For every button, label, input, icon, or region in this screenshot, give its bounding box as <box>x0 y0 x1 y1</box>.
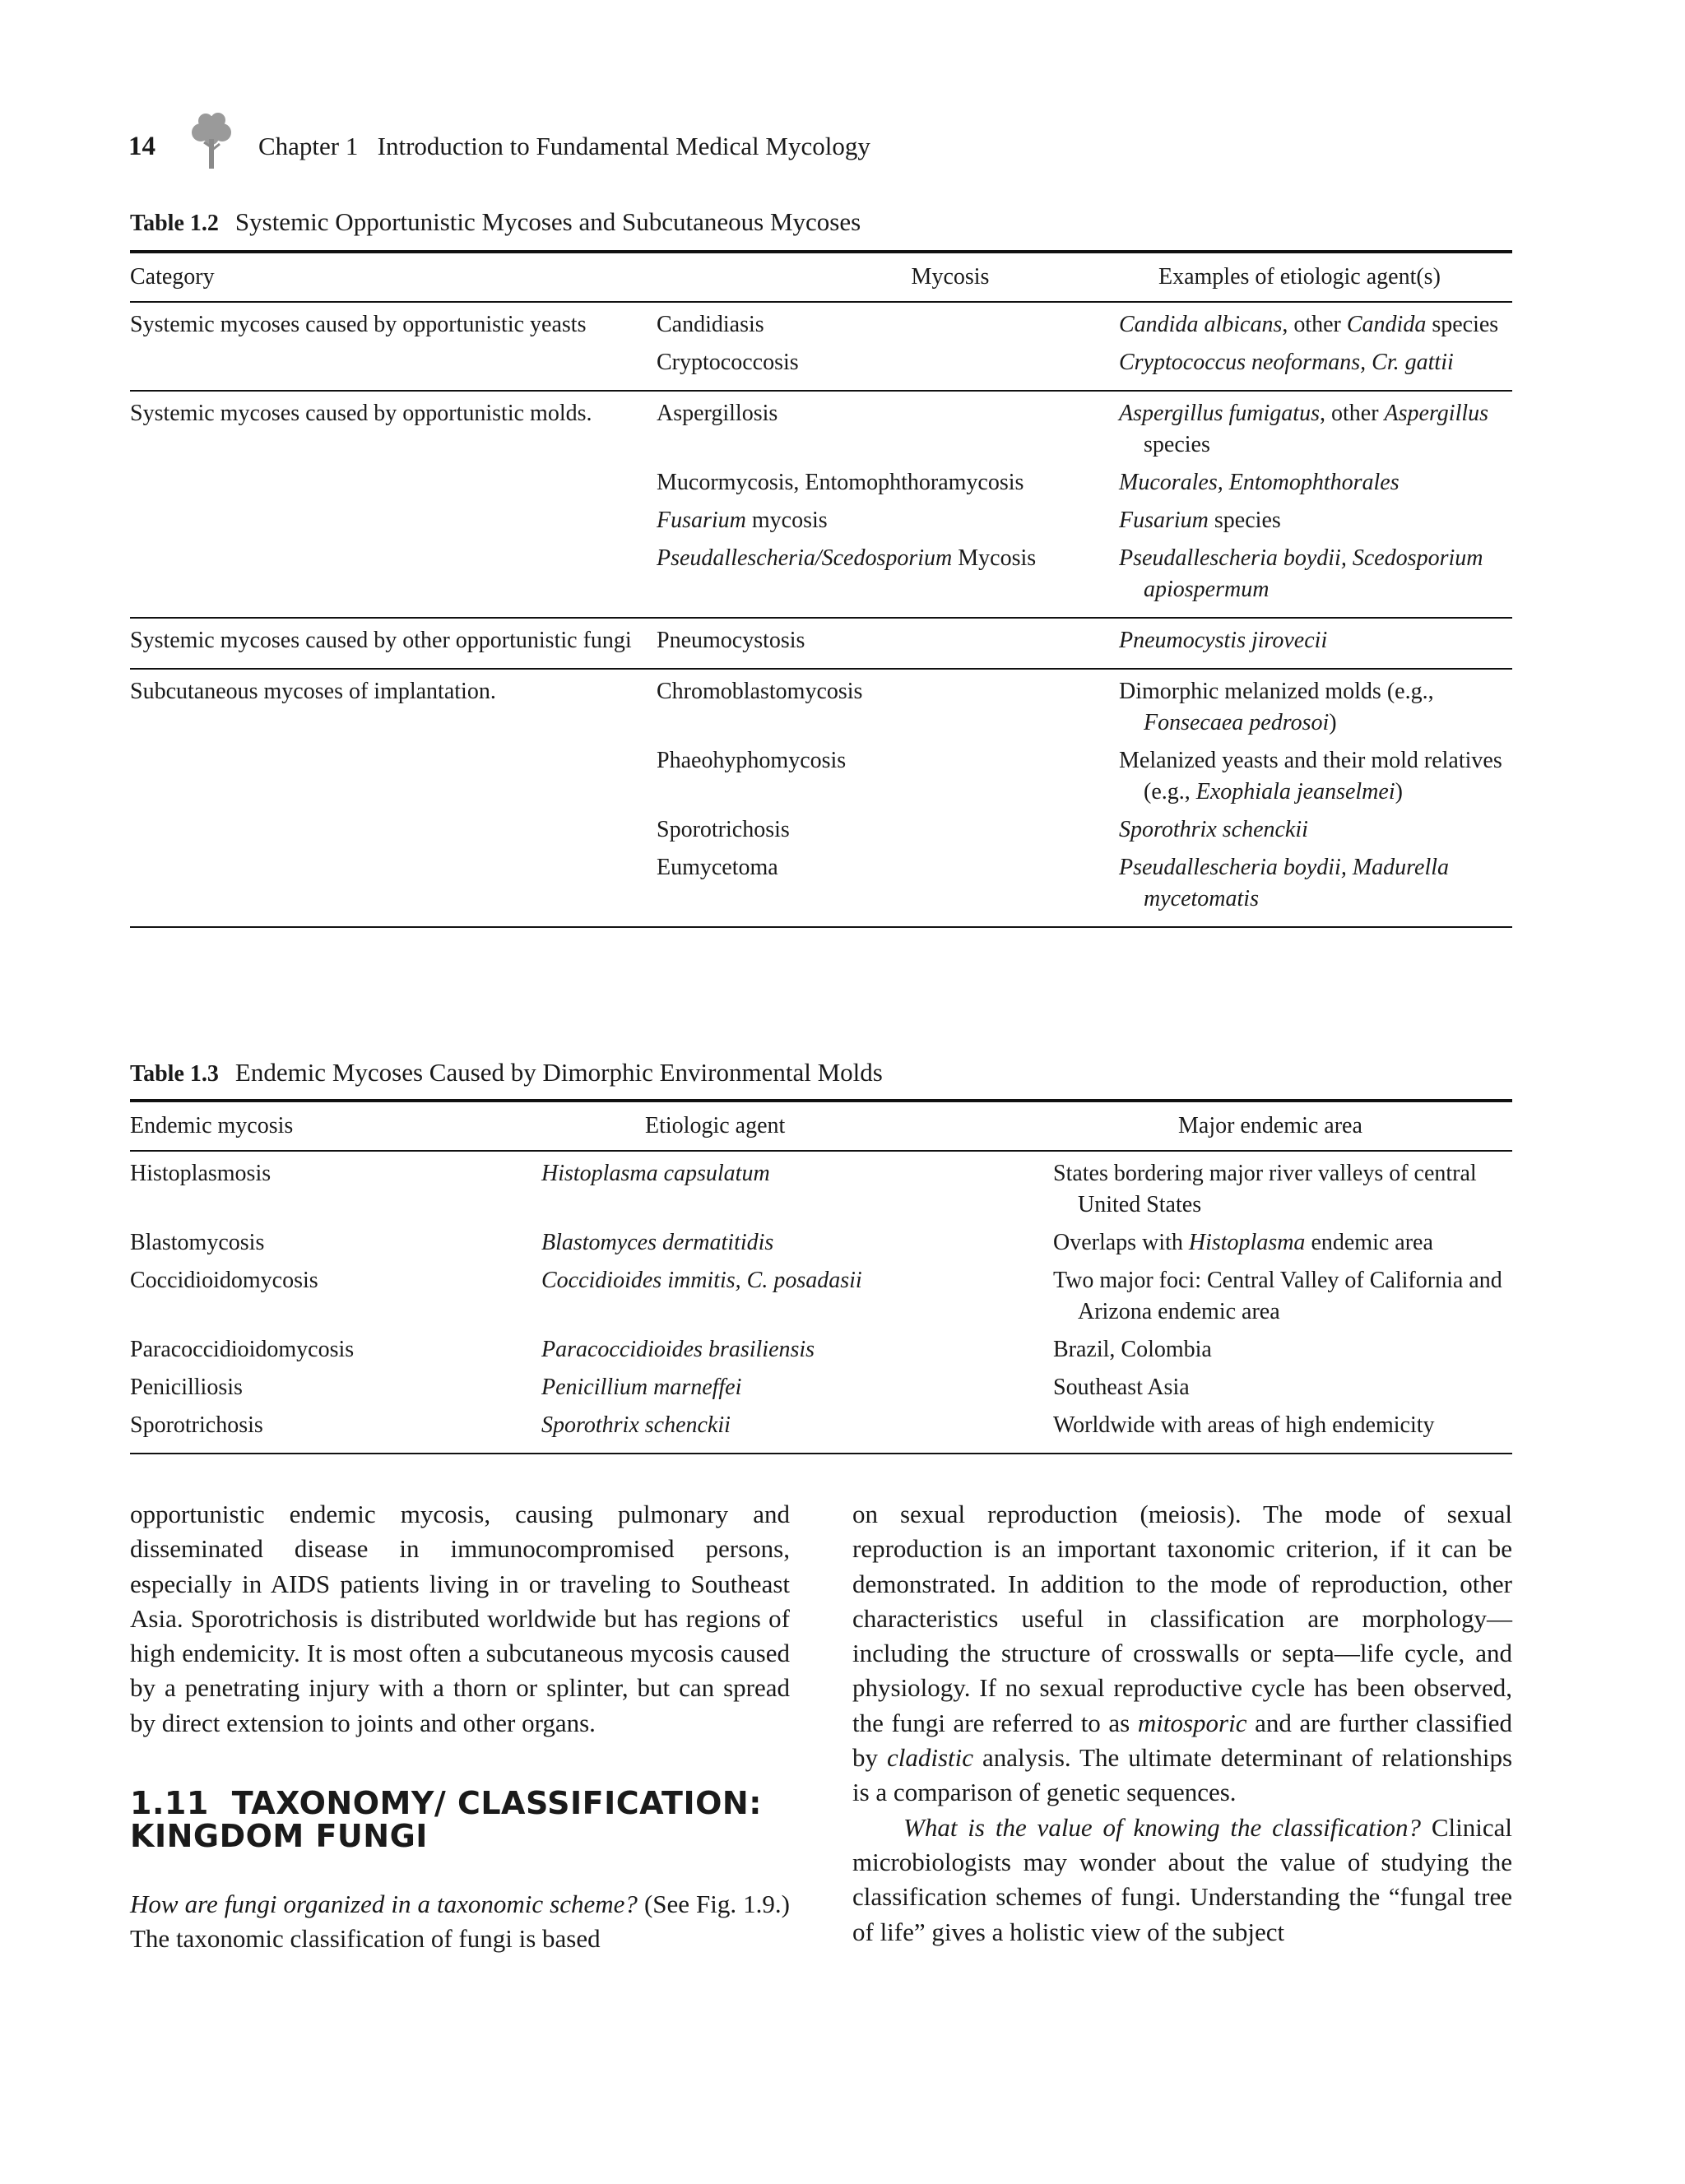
mycosis-name: Phaeohyphomycosis <box>657 748 847 773</box>
page-number: 14 <box>128 131 156 161</box>
area-cell <box>1053 1328 1512 1366</box>
table-row <box>130 846 1512 927</box>
agent-cell <box>541 1328 1053 1366</box>
table-row <box>130 739 1512 808</box>
table-label: Table 1.2 <box>130 211 219 236</box>
column-header: Mycosis <box>657 252 1119 302</box>
left-column <box>130 1497 790 1957</box>
agent-text <box>1119 505 1512 536</box>
agent-cell <box>1119 302 1512 341</box>
table-row-group <box>130 669 1512 927</box>
agent-part: Pseudallescheria boydii, Scedosporium apiospermum <box>1119 545 1483 602</box>
agent-part: Dimorphic melanized molds (e.g., <box>1119 679 1434 704</box>
table-1-2 <box>130 250 1512 928</box>
agent-cell <box>1119 846 1512 927</box>
paragraph <box>130 1887 790 1957</box>
mycosis-text <box>657 347 1119 378</box>
agent-cell <box>1119 536 1512 618</box>
category-cell <box>130 391 657 461</box>
mycosis-cell <box>130 1259 541 1328</box>
agent-part: Candida albicans <box>1119 312 1283 337</box>
area-part: Overlaps with <box>1053 1230 1189 1255</box>
category-cell <box>130 498 657 536</box>
agent-text <box>1119 347 1512 378</box>
table-title: Systemic Opportunistic Mycoses and Subcutaneous Mycoses <box>234 207 861 236</box>
mycosis-name: Cryptococcosis <box>657 350 799 375</box>
agent-name: Blastomyces dermatitidis <box>541 1230 774 1255</box>
category-text: Systemic mycoses caused by other opportunistic fungi <box>130 628 632 653</box>
mycosis-name: Aspergillosis <box>657 401 778 426</box>
category-cell <box>130 618 657 669</box>
agent-part: Candida <box>1346 312 1427 337</box>
area-cell <box>1053 1259 1512 1328</box>
table-row <box>130 391 1512 461</box>
mycosis-name: Blastomycosis <box>130 1230 265 1255</box>
agent-text <box>1119 543 1512 605</box>
tree-icon <box>183 111 240 170</box>
mycosis-text <box>657 625 1119 656</box>
mycosis-cell <box>657 669 1119 739</box>
mycosis-cell <box>657 341 1119 391</box>
agent-cell <box>541 1259 1053 1328</box>
column-header: Major endemic area <box>1053 1101 1512 1151</box>
column-header: Category <box>130 252 657 302</box>
agent-part: Cryptococcus neoformans, Cr. gattii <box>1119 350 1454 375</box>
agent-part: Aspergillus fumigatus <box>1119 401 1320 426</box>
mycosis-cell <box>657 846 1119 927</box>
table-row <box>130 1221 1512 1259</box>
question-text: What is the value of knowing the classification? <box>903 1812 1421 1842</box>
area-text <box>1053 1227 1512 1259</box>
paragraph-text: on sexual reproduction (meiosis). The mode of sexual reproduction is an important taxonomic criterion, if it can be demonstrated. In addition to the mode of reproduction, other characteristics useful in classification are morphology—including the structure of crosswalls or septa—life cycle, and physiology. If no sexual reproductive cycle has been observed, the fungi are referred to as <box>852 1500 1512 1737</box>
area-cell <box>1053 1151 1512 1221</box>
category-cell <box>130 536 657 618</box>
table-row <box>130 808 1512 846</box>
table-row-group <box>130 618 1512 669</box>
agent-part: Mucorales, Entomophthorales <box>1119 470 1400 495</box>
table-1-3-caption <box>130 1058 883 1087</box>
table-row <box>130 536 1512 618</box>
agent-part: Exophiala jeanselmei <box>1195 779 1395 805</box>
agent-part: species <box>1426 312 1499 337</box>
mycosis-name: Fusarium <box>657 508 746 533</box>
paragraph-text: and are further classified by <box>852 1708 1512 1773</box>
agent-name: Histoplasma capsulatum <box>541 1161 770 1186</box>
agent-text <box>1119 398 1512 461</box>
area-part: Worldwide with areas of high endemicity <box>1053 1412 1435 1438</box>
mycosis-name: Candidiasis <box>657 312 764 337</box>
mycosis-name: Histoplasmosis <box>130 1161 272 1186</box>
category-cell <box>130 461 657 498</box>
agent-part: Pneumocystis jirovecii <box>1119 628 1328 653</box>
mycosis-text <box>657 398 1119 429</box>
agent-text <box>1119 625 1512 656</box>
mycosis-cell <box>130 1403 541 1454</box>
table-1-3 <box>130 1099 1512 1454</box>
agent-part: ) <box>1395 779 1403 805</box>
agent-part: species <box>1144 432 1210 457</box>
agent-part: Pseudallescheria boydii, Madurella mycetomatis <box>1119 855 1449 911</box>
mycosis-cell <box>130 1221 541 1259</box>
section-title: TAXONOMY/ CLASSIFICATION: KINGDOM FUNGI <box>130 1785 762 1855</box>
agent-part: Sporothrix schenckii <box>1119 817 1308 842</box>
agent-name: Paracoccidioides brasiliensis <box>541 1337 815 1362</box>
table-row <box>130 461 1512 498</box>
paragraph-text: analysis. The ultimate determinant of relationships is a comparison of genetic sequences. <box>852 1743 1513 1807</box>
agent-text <box>1119 852 1512 915</box>
category-cell <box>130 302 657 341</box>
section-heading <box>130 1785 790 1855</box>
mycosis-name: Eumycetoma <box>657 855 778 880</box>
agent-cell <box>1119 808 1512 846</box>
agent-cell <box>541 1366 1053 1403</box>
category-cell <box>130 739 657 808</box>
agent-part: species <box>1208 508 1281 533</box>
area-part: States bordering major river valleys of central United States <box>1053 1161 1477 1217</box>
agent-part: , other <box>1319 401 1385 426</box>
mycosis-name: Pseudallescheria/Scedosporium <box>657 545 953 571</box>
agent-text <box>1119 467 1512 498</box>
mycosis-cell <box>130 1151 541 1221</box>
mycosis-name: Chromoblastomycosis <box>657 679 863 704</box>
agent-text <box>1119 814 1512 846</box>
agent-cell <box>1119 739 1512 808</box>
mycosis-cell <box>657 498 1119 536</box>
category-text: Subcutaneous mycoses of implantation. <box>130 679 496 704</box>
agent-name: Sporothrix schenckii <box>541 1412 731 1438</box>
table-header-row <box>130 1101 1512 1151</box>
agent-cell <box>1119 618 1512 669</box>
agent-text <box>1119 745 1512 808</box>
agent-text <box>1119 676 1512 739</box>
table-row-group <box>130 302 1512 391</box>
area-part: Brazil, Colombia <box>1053 1337 1212 1362</box>
term-text: mitosporic <box>1137 1708 1247 1737</box>
mycosis-name: Sporotrichosis <box>130 1412 263 1438</box>
mycosis-name: Coccidioidomycosis <box>130 1268 318 1293</box>
paragraph-text: (See Fig. 1.9.) The taxonomic classification of fungi is based <box>130 1890 790 1954</box>
category-text: Systemic mycoses caused by opportunistic molds. <box>130 401 592 426</box>
mycosis-cell <box>657 536 1119 618</box>
category-cell <box>130 669 657 739</box>
table-row <box>130 1259 1512 1328</box>
table-row <box>130 341 1512 391</box>
agent-cell <box>1119 391 1512 461</box>
right-column <box>852 1497 1512 1950</box>
area-text <box>1053 1158 1512 1221</box>
column-header: Examples of etiologic agent(s) <box>1119 252 1512 302</box>
agent-cell <box>1119 461 1512 498</box>
mycosis-cell <box>657 618 1119 669</box>
mycosis-name: Sporotrichosis <box>657 817 790 842</box>
section-number: 1.11 <box>130 1785 209 1822</box>
paragraph <box>852 1497 1512 1811</box>
mycosis-text <box>657 852 1119 883</box>
mycosis-name: mycosis <box>745 508 828 533</box>
agent-cell <box>1119 669 1512 739</box>
mycosis-cell <box>130 1328 541 1366</box>
mycosis-name: Mycosis <box>952 545 1037 571</box>
mycosis-text <box>657 745 1119 777</box>
column-header: Endemic mycosis <box>130 1101 541 1151</box>
agent-name: Penicillium marneffei <box>541 1375 742 1400</box>
area-part: endemic area <box>1305 1230 1433 1255</box>
mycosis-text <box>657 676 1119 707</box>
agent-cell <box>1119 341 1512 391</box>
table-label: Table 1.3 <box>130 1061 219 1087</box>
category-cell <box>130 808 657 846</box>
question-text: How are fungi organized in a taxonomic scheme? <box>130 1890 638 1919</box>
agent-cell <box>1119 498 1512 536</box>
area-text <box>1053 1334 1512 1366</box>
running-head <box>128 122 870 171</box>
table-row <box>130 1151 1512 1221</box>
category-cell <box>130 846 657 927</box>
agent-part: Fusarium <box>1119 508 1209 533</box>
paragraph: opportunistic endemic mycosis, causing pulmonary and disseminated disease in immunocompromised persons, especially in AIDS patients living in or traveling to Southeast Asia. Sporotrichosis is distributed worldwide but has regions of high endemicity. It is most often a subcutaneous mycosis caused by a penetrating injury with a thorn or splinter, but can spread by direct extension to joints and other organs. <box>130 1500 790 1737</box>
agent-part: Melanized yeasts and their mold relatives (e.g., <box>1119 748 1502 805</box>
agent-part: ) <box>1329 710 1337 735</box>
mycosis-cell <box>130 1366 541 1403</box>
mycosis-text <box>657 309 1119 341</box>
mycosis-name: Mucormycosis, Entomophthoramycosis <box>657 470 1024 495</box>
area-text <box>1053 1410 1512 1441</box>
chapter-title: Chapter 1 Introduction to Fundamental Medical Mycology <box>258 132 870 160</box>
table-row <box>130 302 1512 341</box>
mycosis-cell <box>657 461 1119 498</box>
table-title: Endemic Mycoses Caused by Dimorphic Environmental Molds <box>234 1058 883 1087</box>
area-cell <box>1053 1221 1512 1259</box>
mycosis-text <box>657 543 1119 574</box>
table-header-row <box>130 252 1512 302</box>
paragraph-text: Clinical microbiologists may wonder about the value of studying the classification schemes of fungi. Understanding the “fungal tree of life” gives a holistic view of the subject <box>852 1812 1512 1946</box>
paragraph <box>852 1811 1512 1950</box>
category-cell <box>130 341 657 391</box>
mycosis-text <box>657 814 1119 846</box>
area-text <box>1053 1372 1512 1403</box>
area-part: Histoplasma <box>1188 1230 1306 1255</box>
mycosis-cell <box>657 391 1119 461</box>
term-text: cladistic <box>886 1743 974 1773</box>
agent-part: Aspergillus <box>1384 401 1489 426</box>
mycosis-name: Pneumocystosis <box>657 628 805 653</box>
mycosis-cell <box>657 808 1119 846</box>
mycosis-name: Paracoccidioidomycosis <box>130 1337 355 1362</box>
agent-cell <box>541 1403 1053 1454</box>
agent-text <box>1119 309 1512 341</box>
agent-part: , other <box>1282 312 1347 337</box>
mycosis-cell <box>657 739 1119 808</box>
category-text: Systemic mycoses caused by opportunistic yeasts <box>130 312 587 337</box>
table-row <box>130 618 1512 669</box>
table-row-group <box>130 391 1512 618</box>
area-text <box>1053 1265 1512 1328</box>
mycosis-name: Penicilliosis <box>130 1375 243 1400</box>
agent-cell <box>541 1151 1053 1221</box>
table-row <box>130 669 1512 739</box>
mycosis-text <box>657 467 1119 498</box>
table-row <box>130 1328 1512 1366</box>
table-row <box>130 1366 1512 1403</box>
agent-name: Coccidioides immitis, C. posadasii <box>541 1268 862 1293</box>
area-cell <box>1053 1366 1512 1403</box>
mycosis-cell <box>657 302 1119 341</box>
column-header: Etiologic agent <box>541 1101 1053 1151</box>
area-part: Southeast Asia <box>1053 1375 1190 1400</box>
mycosis-text <box>657 505 1119 536</box>
table-row-group <box>130 1151 1512 1454</box>
table-1-2-caption <box>130 207 861 237</box>
agent-part: Fonsecaea pedrosoi <box>1144 710 1330 735</box>
area-part: Two major foci: Central Valley of California and Arizona endemic area <box>1053 1268 1502 1324</box>
area-cell <box>1053 1403 1512 1454</box>
table-row <box>130 498 1512 536</box>
agent-cell <box>541 1221 1053 1259</box>
table-row <box>130 1403 1512 1454</box>
